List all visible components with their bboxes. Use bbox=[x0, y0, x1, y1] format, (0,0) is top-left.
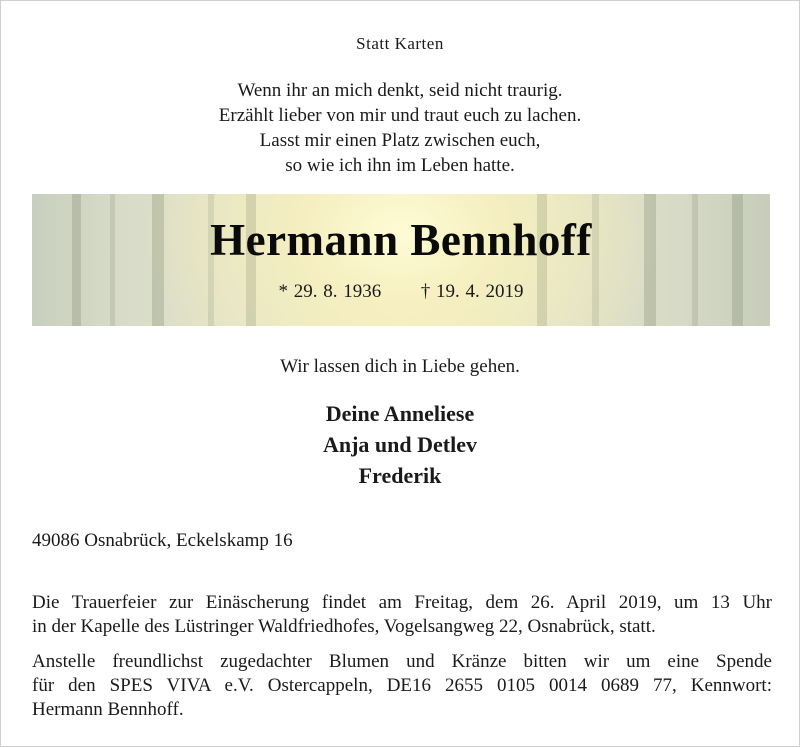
death-date: † 19. 4. 2019 bbox=[420, 281, 524, 302]
farewell-line: Wir lassen dich in Liebe gehen. bbox=[280, 356, 520, 377]
poem-line: Erzählt lieber von mir und traut euch zu lachen. bbox=[218, 105, 582, 126]
donation-line: Hermann Bennhoff. bbox=[32, 699, 184, 720]
life-dates bbox=[32, 281, 770, 303]
ceremony-line: in der Kapelle des Lüstringer Waldfriedhofes, Vogelsangweg 22, Osnabrück, statt. bbox=[32, 616, 656, 637]
family-line: Anja und Detlev bbox=[322, 432, 477, 457]
ceremony-line: Die Trauerfeier zur Einäscherung findet am Freitag, dem 26. April 2019, um 13 Uhr bbox=[32, 592, 772, 613]
donation-line: Anstelle freundlichst zugedachter Blumen und Kränze bitten wir um eine Spende bbox=[32, 651, 772, 672]
donation-paragraph bbox=[32, 650, 772, 722]
ceremony-paragraph bbox=[32, 591, 772, 639]
poem-line: Wenn ihr an mich denkt, seid nicht traurig. bbox=[237, 80, 563, 101]
poem bbox=[0, 78, 800, 178]
deceased-name: Hermann Bennhoff bbox=[210, 215, 592, 265]
family-address: 49086 Osnabrück, Eckelskamp 16 bbox=[32, 530, 293, 551]
family-line: Frederik bbox=[358, 463, 442, 488]
birth-date: * 29. 8. 1936 bbox=[278, 281, 382, 302]
donation-line: für den SPES VIVA e.V. Ostercappeln, DE16 2655 0105 0014 0689 77, Kennwort: bbox=[32, 675, 772, 696]
family-signatures bbox=[0, 398, 800, 491]
statt-karten-heading: Statt Karten bbox=[356, 34, 444, 53]
forest-banner bbox=[32, 194, 770, 326]
poem-line: so wie ich ihn im Leben hatte. bbox=[285, 155, 515, 176]
family-line: Deine Anneliese bbox=[325, 401, 475, 426]
poem-line: Lasst mir einen Platz zwischen euch, bbox=[259, 130, 541, 151]
